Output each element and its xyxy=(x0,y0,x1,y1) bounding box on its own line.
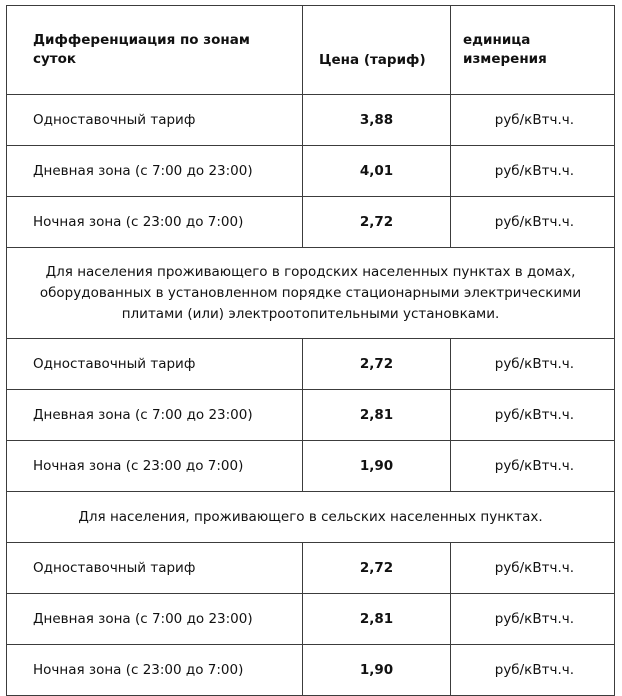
unit-cell: руб/кВтч.ч. xyxy=(451,441,615,492)
header-price: Цена (тариф) xyxy=(303,6,451,95)
price-cell: 2,72 xyxy=(303,339,451,390)
zone-cell: Одноставочный тариф xyxy=(7,543,303,594)
header-row xyxy=(7,6,615,95)
zone-cell: Одноставочный тариф xyxy=(7,95,303,146)
section-title: Для населения проживающего в городских населенных пунктах в домах, оборудованных в установленном порядке стационарными электрическими плитами (или) электроотопительными установками. xyxy=(7,248,615,339)
price-cell: 1,90 xyxy=(303,441,451,492)
table-row xyxy=(7,390,615,441)
zone-cell: Одноставочный тариф xyxy=(7,339,303,390)
unit-cell: руб/кВтч.ч. xyxy=(451,197,615,248)
section-row-urban xyxy=(7,248,615,339)
unit-cell: руб/кВтч.ч. xyxy=(451,645,615,696)
section-row-rural xyxy=(7,492,615,543)
zone-cell: Ночная зона (с 23:00 до 7:00) xyxy=(7,645,303,696)
price-cell: 2,81 xyxy=(303,390,451,441)
table-row xyxy=(7,594,615,645)
zone-cell: Ночная зона (с 23:00 до 7:00) xyxy=(7,197,303,248)
section-title: Для населения, проживающего в сельских населенных пунктах. xyxy=(7,492,615,543)
zone-cell: Дневная зона (с 7:00 до 23:00) xyxy=(7,146,303,197)
table-row xyxy=(7,645,615,696)
tariff-table xyxy=(6,5,615,696)
unit-cell: руб/кВтч.ч. xyxy=(451,95,615,146)
zone-cell: Ночная зона (с 23:00 до 7:00) xyxy=(7,441,303,492)
table-row xyxy=(7,95,615,146)
unit-cell: руб/кВтч.ч. xyxy=(451,390,615,441)
table-row xyxy=(7,441,615,492)
price-cell: 1,90 xyxy=(303,645,451,696)
header-unit: единица измерения xyxy=(451,6,615,95)
unit-cell: руб/кВтч.ч. xyxy=(451,594,615,645)
unit-cell: руб/кВтч.ч. xyxy=(451,146,615,197)
zone-cell: Дневная зона (с 7:00 до 23:00) xyxy=(7,390,303,441)
price-cell: 2,72 xyxy=(303,543,451,594)
unit-cell: руб/кВтч.ч. xyxy=(451,543,615,594)
table-row xyxy=(7,543,615,594)
price-cell: 4,01 xyxy=(303,146,451,197)
table-row xyxy=(7,146,615,197)
price-cell: 3,88 xyxy=(303,95,451,146)
zone-cell: Дневная зона (с 7:00 до 23:00) xyxy=(7,594,303,645)
header-zone: Дифференциация по зонам суток xyxy=(7,6,303,95)
table-row xyxy=(7,197,615,248)
unit-cell: руб/кВтч.ч. xyxy=(451,339,615,390)
price-cell: 2,81 xyxy=(303,594,451,645)
table-row xyxy=(7,339,615,390)
price-cell: 2,72 xyxy=(303,197,451,248)
